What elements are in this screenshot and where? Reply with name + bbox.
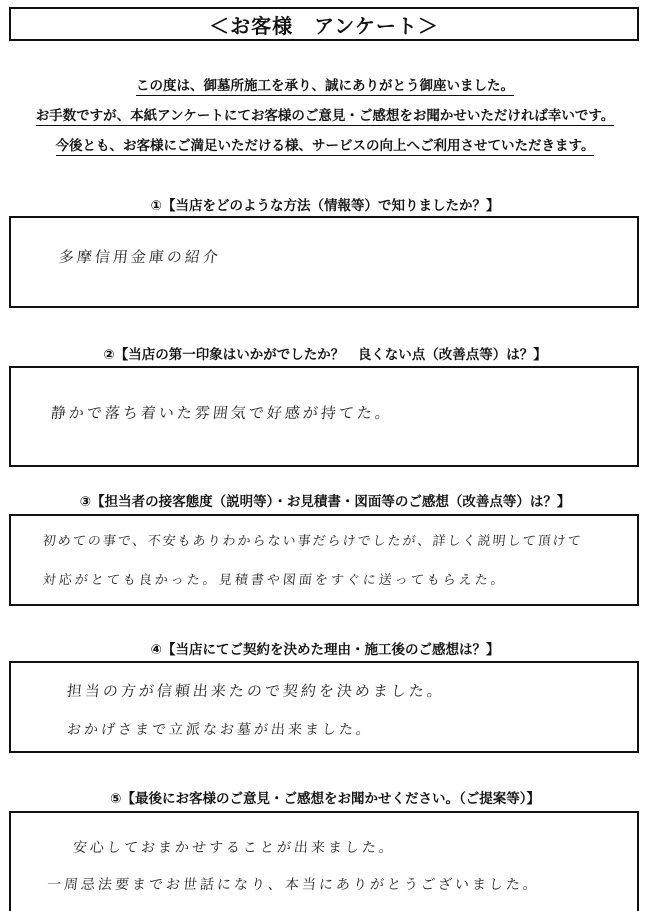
intro-line-2: お手数ですが、本紙アンケートにてお客様のご意見・ご感想をお聞かせいただければ幸いです。 [35, 108, 615, 124]
answer-3-line-2: 対応がとても良かった。見積書や図面をすぐに送ってもらえた。 [42, 573, 508, 588]
answer-3-box [9, 514, 639, 606]
answer-5-box [9, 811, 639, 911]
answer-5-line-2: 一周忌法要までお世話になり、本当にありがとうございました。 [46, 877, 541, 893]
question-5-label: ⑤【最後にお客様のご意見・ご感想をお聞かせください。（ご提案等）】 [110, 791, 540, 807]
question-2-label: ②【当店の第一印象はいかがでしたか？ 良くない点（改善点等）は？】 [103, 347, 547, 363]
answer-4-line-2: おかげさまで立派なお墓が出来ました。 [66, 722, 374, 738]
answer-2-line-1: 静かで落ち着いた雰囲気で好感が持てた。 [50, 404, 394, 422]
answer-5-line-1: 安心しておまかせすることが出来ました。 [72, 840, 397, 856]
question-4-label: ④【当店にてご契約を決めた理由・施工後のご感想は？】 [150, 642, 500, 658]
survey-title: ＜お客様 アンケート＞ [9, 7, 639, 41]
question-3-label: ③【担当者の接客態度（説明等）・お見積書・図面等のご感想（改善点等）は？】 [79, 494, 571, 510]
intro-line-1: この度は、御墓所施工を承り、誠にありがとう御座いました。 [136, 78, 514, 94]
answer-2-box [9, 366, 639, 467]
intro-line-3: 今後とも、お客様にご満足いただける様、サービスの向上へご利用させていただきます。 [55, 138, 595, 154]
question-1-label: ①【当店をどのような方法（情報等）で知りましたか？】 [150, 198, 500, 214]
answer-3-line-1: 初めての事で、不安もありわからない事だらけでしたが、詳しく説明して頂けて [42, 534, 584, 549]
answer-1-line-1: 多摩信用金庫の紹介 [58, 248, 222, 266]
answer-4-box [9, 661, 639, 753]
answer-1-box [9, 216, 639, 308]
answer-4-line-1: 担当の方が信頼出来たので契約を決めました。 [66, 682, 446, 700]
